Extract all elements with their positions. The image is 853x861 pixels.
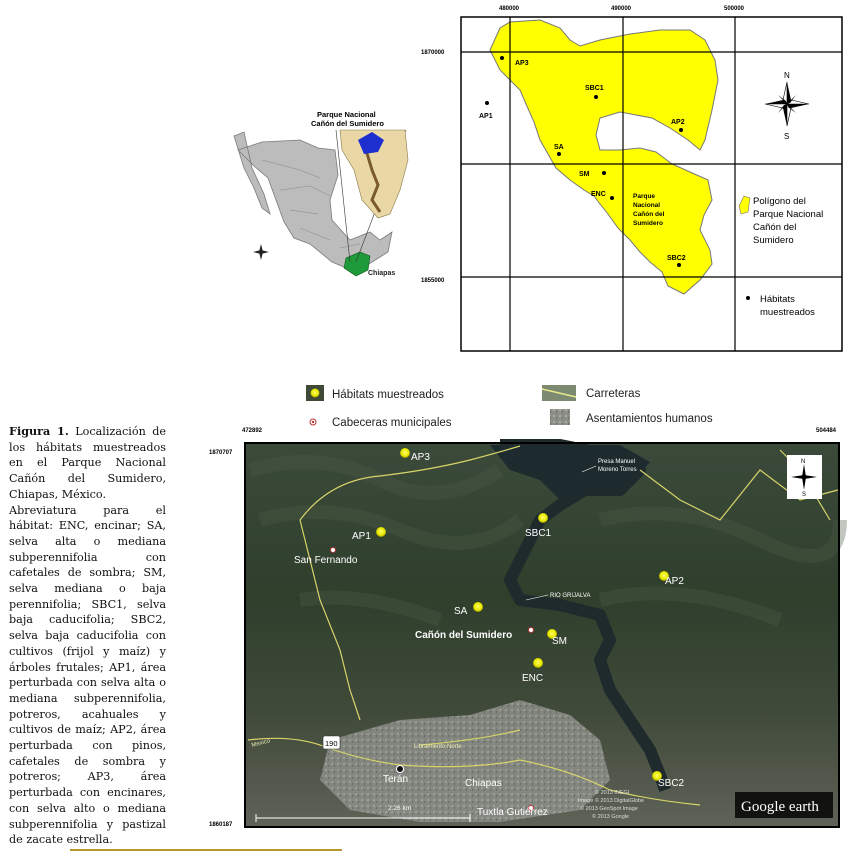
- credit-line: © 2013 INEGI: [595, 790, 630, 796]
- site-marker: [538, 513, 548, 523]
- caption-text: Localización de los hábitats muestreados en el Parque Nacional Cañón del Sumidero, Chiapas, México.: [9, 425, 167, 501]
- site-marker: [473, 602, 483, 612]
- park-label-line: Nacional: [633, 202, 661, 209]
- libramiento-label: Libramiento Norte: [414, 744, 462, 750]
- legend-polygon-line: Parque Nacional: [753, 209, 824, 220]
- site-label: AP3: [515, 60, 529, 67]
- site-marker: [400, 448, 410, 458]
- mexico-road-label: Mexico: [250, 738, 271, 749]
- x-tick-490000: 490000: [611, 6, 632, 12]
- legend-habitat-dot: [311, 389, 320, 398]
- caption-label: Figura 1.: [9, 424, 69, 438]
- site-label: SBC2: [667, 255, 686, 262]
- legend-settlements-label: Asentamientos humanos: [586, 413, 713, 425]
- y-tick-1855000: 1855000: [421, 278, 445, 284]
- site-label: SBC2: [658, 778, 685, 789]
- inset-title-2: Cañón del Sumidero: [311, 119, 384, 128]
- coord-x-right: 504484: [816, 428, 837, 434]
- mexico-inset-map: [234, 110, 408, 277]
- site-dot: [500, 56, 504, 60]
- site-label: AP3: [411, 452, 430, 463]
- grid-map: [421, 6, 842, 351]
- site-label: SM: [579, 171, 590, 178]
- place-label: Cañón del Sumidero: [415, 630, 513, 641]
- scale-label: 2.26 km: [388, 805, 412, 812]
- coord-x-left: 472892: [242, 428, 263, 434]
- site-dot: [557, 152, 561, 156]
- compass-s-label: S: [784, 132, 790, 141]
- site-dot: [485, 101, 489, 105]
- cabecera-marker: [529, 628, 534, 633]
- legend-habitats-label: Hábitats muestreados: [332, 389, 444, 401]
- legend-polygon-line: Sumidero: [753, 235, 794, 246]
- y-tick-1870000: 1870000: [421, 50, 445, 56]
- caption-abbreviations: Abreviatura para el hábitat: ENC, encinar; SA, selva alta o mediana subperennifolia con cafetales de sombra; SM, selva mediana o baja perennifolia; SBC1, selva baja caducifolia; SBC2, selva baja caducifolia con cultivos (frijol y maíz) y árboles frutales; AP1, área perturbada con selva alta o mediana subperennifolia, potreros, acahuales y cultivos de maíz; AP2, área perturbada con pinos, cafetales de sombra y potreros; AP3, área perturbada con encinares, con selva alto o mediana subperennifolia y pastizal de zacate estrella.: [9, 503, 166, 847]
- legend-points-line: muestreados: [760, 307, 815, 318]
- park-label-line: Sumidero: [633, 220, 663, 227]
- site-label: AP2: [665, 576, 684, 587]
- legend-polygon-line: Cañón del: [753, 222, 797, 233]
- site-marker: [376, 527, 386, 537]
- inset-state-label: Chiapas: [368, 270, 396, 277]
- inset-title-1: Parque Nacional: [317, 110, 376, 119]
- site-dot: [679, 128, 683, 132]
- coord-y-top: 1870707: [209, 450, 233, 456]
- x-tick-500000: 500000: [724, 6, 745, 12]
- site-label: AP2: [671, 119, 685, 126]
- legend-polygon-line: Polígono del: [753, 196, 806, 207]
- site-label: SA: [554, 144, 564, 151]
- legend-cabeceras-label: Cabeceras municipales: [332, 417, 452, 429]
- credit-line: © 2013 GeoSpot Image: [580, 806, 638, 812]
- site-label: SA: [454, 606, 468, 617]
- satellite-legend: [306, 385, 713, 429]
- site-label: AP1: [352, 531, 371, 542]
- place-label: Tuxtla Gutiérrez: [477, 807, 548, 818]
- site-label: SBC1: [525, 528, 552, 539]
- satellite-map: [209, 428, 840, 828]
- legend-point-dot: [746, 296, 750, 300]
- compass-n-label: N: [784, 71, 790, 80]
- legend-roads-label: Carreteras: [586, 388, 641, 400]
- site-label: SBC1: [585, 85, 604, 92]
- legend-settlement-swatch: [550, 409, 570, 425]
- site-label: ENC: [522, 673, 544, 684]
- site-dot: [594, 95, 598, 99]
- site-label: SM: [552, 636, 567, 647]
- site-dot: [677, 263, 681, 267]
- credit-line: Image © 2013 DigitalGlobe: [578, 798, 645, 804]
- satellite-compass-n: N: [801, 459, 806, 465]
- legend-cabecera-dot-center: [312, 421, 314, 423]
- site-marker: [533, 658, 543, 668]
- cabecera-marker: [397, 766, 404, 773]
- x-tick-480000: 480000: [499, 6, 520, 12]
- presa-label-1: Presa Manuel: [598, 459, 636, 465]
- highway-shield-number: 190: [325, 739, 338, 748]
- satellite-compass-s: S: [802, 492, 807, 498]
- place-label: Chiapas: [465, 778, 502, 789]
- coord-y-bottom: 1860187: [209, 822, 233, 828]
- site-label: AP1: [479, 113, 493, 120]
- place-label: Terán: [383, 774, 409, 785]
- site-dot: [602, 171, 606, 175]
- park-label-line: Parque: [633, 193, 656, 200]
- google-earth-logo: Google earth: [741, 799, 819, 815]
- legend-points-line: Hábitats: [760, 294, 795, 305]
- cabecera-marker: [331, 548, 336, 553]
- inset-compass-icon: [253, 244, 269, 260]
- site-dot: [610, 196, 614, 200]
- credit-line: © 2013 Google: [592, 814, 630, 820]
- presa-label-2: Moreno Torres: [598, 467, 637, 473]
- rio-label: RIO GRIJALVA: [550, 593, 591, 599]
- park-label-line: Cañón del: [633, 211, 665, 218]
- site-label: ENC: [591, 191, 606, 198]
- place-label: San Fernando: [294, 555, 358, 566]
